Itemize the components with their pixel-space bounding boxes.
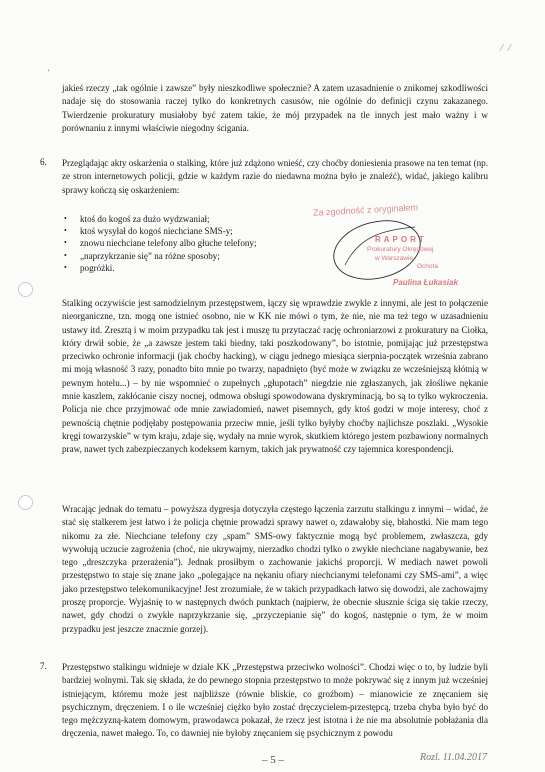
list-item: • pogróżki. xyxy=(62,262,322,274)
stamp-line-1: Za zgodność z oryginałem xyxy=(312,202,419,218)
stamp-line-2: RAPORT xyxy=(375,235,427,244)
punch-hole-bottom xyxy=(18,495,33,510)
list-item: • ktoś wysyłał do kogoś niechciane SMS-y; xyxy=(62,225,322,237)
certification-stamp xyxy=(312,202,485,295)
intro-text: jakieś rzeczy „tak ogólnie i zawsze” były nieszkodliwe społecznie? A zatem uzasadnienie o znikomej szkodliwości nadaje się do stosowania raczej tylko do konkretnych casusów, nie ogólnie do definicji czynu zakazanego. Twierdzenie prokuratury musiałoby być zatem takie, że mój przypadek na tle innych jest mało ważny i w porównaniu z innymi właściwie niegodny ścigania. xyxy=(62,83,488,133)
section-6-body xyxy=(62,297,488,457)
corner-handwritten-mark: / / xyxy=(500,42,512,54)
stamp-line-5: Ochota xyxy=(417,263,438,270)
section-7-paragraph xyxy=(62,661,488,741)
top-tick-mark: ' xyxy=(48,68,50,77)
case-list xyxy=(62,213,322,274)
list-item: • znowu niechciane telefony albo głuche telefony; xyxy=(62,237,322,249)
section-6-body2-text: Wracając jednak do tematu – powyższa dygresja dotyczyła częstego łączenia zarzutu stalkingu z innymi – widać, że stać się stalkerem jest łatwo i że policja chętnie prowadzi sprawy nawet o, zdawałoby się, błahostki. Nie mam tego nikomu za złe. Niechciane telefony czy „spam” SMS-owy faktycznie mogą być problemem, zwłaszcza, gdy wywołują uczucie zagrożenia (choć, nie ukrywajmy, nierzadko chodzi tylko o zwykłe niechciane nagabywanie, bez tego „dreszczyka przerażenia”). Jednak prosiłbym o zachowanie jakichś proporcji. W mediach nawet powoli przestępstwo to staje się znane jako „polegające na nękaniu ofiary niechcianymi telefonami czy SMS-ami”, a więc jako przestępstwo telekomunikacyjne! Jest zrozumiałe, że w takich przypadkach łatwo się dowodzi, ale zachowajmy proszę proporcje. Wyjaśnię to w następnych dwóch punktach (najpierw, że obecnie słusznie ściga się takie rzeczy, nawet, gdy chodzi o zwykłe naprzykrzanie się, „przyczepianie się” do kogoś, następnie o tym, że w moim przypadku jest jeszcze znacznie gorzej). xyxy=(62,504,488,634)
section-6-number: 6. xyxy=(40,157,47,167)
stamp-line-3: Prokuratury Okręgowej xyxy=(367,246,434,253)
footer-handwritten-note: Rozl. 11.04.2017 xyxy=(420,752,488,763)
section-6-body-text: Stalking oczywiście jest samodzielnym przestępstwem, łączy się wprawdzie zwykle z innymi, ale jest to połączenie nieorganiczne, tzn. mogą one istnieć osobno, nie w KK nie mówi o tym, że nie, nie ma też tego w uzasadnieniu ustawy itd. Zresztą i w moim przypadku tak jest i muszę tu przytaczać rację ochroniarzowi z prokuratury na Ciołka, który drwił sobie, że „a zawsze jestem taki biedny, taki poszkodowany”, bo istotnie, pomijając już przestępstwa przeciwko ochronie informacji (jak choćby hacking), w ciągu jednego miesiąca sierpnia-początek września zabrano mi moją własność 3 razy, ponadto bito mnie po twarzy, napadnięto (być może w związku ze wcześniejszą kłótnią w pewnym hotelu...) – by nie wspomnieć o zupełnych „głupotach” niegdzie nie zgłaszanych, jak złośliwe nękanie mnie kaszlem, zakłócanie ciszy nocnej, odmowa obsługi spowodowana dyskryminacją, bo są to tylko wykroczenia. Policja nie chce przyjmować ode mnie zawiadomień, nawet pisemnych, gdy ktoś godzi w moje interesy, choć z pewnością chętnie podjęłaby postępowania przeciw mnie, jeśli tylko byłyby choćby najlichsze poszlaki. „Wysokie kręgi towarzyskie” w tym kraju, zdaje się, wydały na mnie wyrok, skutkiem którego jestem pozbawiony normalnych praw, nawet tych zabezpieczanych kodeksem karnym, takich jak prywatność czy tajemnica korespondencji. xyxy=(62,298,488,455)
section-7-number: 7. xyxy=(40,661,47,671)
page-number: – 5 – xyxy=(262,754,284,766)
section-6-body-continued xyxy=(62,503,488,636)
intro-paragraph xyxy=(62,82,488,135)
punch-hole-top xyxy=(18,282,33,297)
stamp-line-4: w Warszawie xyxy=(375,255,414,262)
list-item: • ktoś do kogoś za dużo wydzwaniał; xyxy=(62,213,322,225)
section-6-lead-text: Przeglądając akty oskarżenia o stalking, które już zdążono wnieść, czy choćby doniesienia prasowe na ten temat (np. ze stron internetowych policji, gdzie w każdym razie do niedawna można było je znaleźć), widać, jakiego kalibru sprawy kończą się oskarżeniem: xyxy=(62,158,488,195)
list-item: • „naprzykrzanie się” na różne sposoby; xyxy=(62,250,322,262)
section-7-text: Przestępstwo stalkingu widnieje w dziale KK „Przestępstwa przeciwko wolności”. Chodzi więc o to, by ludzie byli bardziej wolnymi. Tak się składa, że do pewnego stopnia przestępstwo to może pokrywać się z innym już wcześniej istniejącym, któremu może jest najbliższe (równie bliskie, co groźbom) – mianowicie ze znęcaniem się psychicznym, dręczeniem. I o ile wcześniej ciężko było zostać dręczycielem-przestępcą, trzeba chyba było być do tego mężczyzną-katem domowym, prawodawca pokazał, że rzecz jest istotna i że nie ma absolutnie pobłażania dla dręczenia, nawet małego. To, co dawniej nie byłoby znęcaniem się psychicznym z powodu xyxy=(62,662,488,739)
stamp-signature-name: Paulina Łukasiak xyxy=(393,278,458,287)
section-6-lead xyxy=(62,157,488,197)
